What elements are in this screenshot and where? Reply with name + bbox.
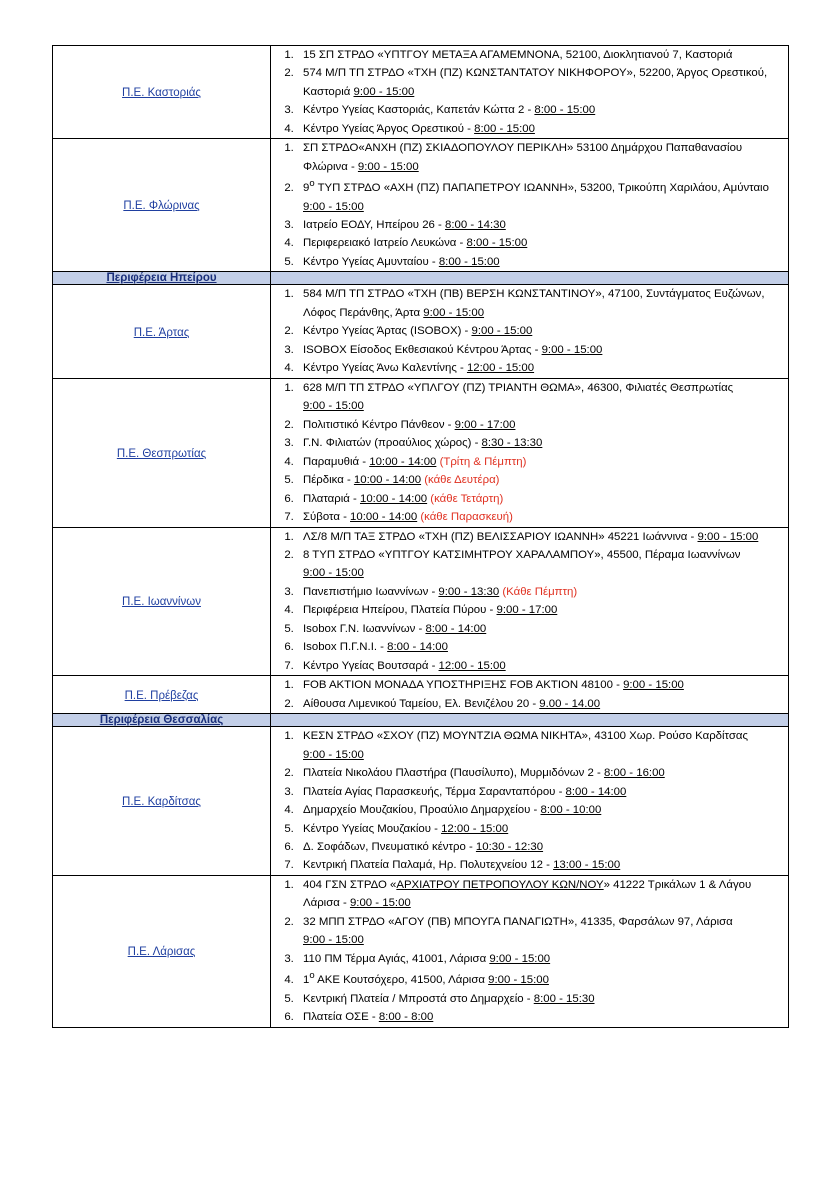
list-item: 3. Ιατρείο ΕΟΔΥ, Ηπείρου 26 - 8:00 - 14:30 [297,216,788,234]
list-item: 3. Πλατεία Αγίας Παρασκευής, Τέρμα Σαρανταπόρου - 8:00 - 14:00 [297,783,788,801]
list-item: 1. FOB AKTION ΜΟΝΑΔΑ ΥΠΟΣΤΗΡΙΞΗΣ FOB AKTION 48100 - 9:00 - 15:00 [297,676,788,694]
list-item: 2. 574 Μ/Π ΤΠ ΣΤΡΔΟ «ΤΧΗ (ΠΖ) ΚΩΝΣΤΑΝΤΑΤΟΥ ΝΙΚΗΦΟΡΟΥ», 52200, Άργος Ορεστικού, Καστοριά 9:00 - 15:00 [297,64,788,101]
list-item: 2. 32 ΜΠΠ ΣΤΡΔΟ «ΑΓΟΥ (ΠΒ) ΜΠΟΥΓΑ ΠΑΝΑΓΙΩΤΗ», 41335, Φαρσάλων 97, Λάρισα 9:00 - 15:00 [297,913,788,950]
region-label[interactable]: Π.Ε. Πρέβεζας [124,689,199,702]
table-row [53,727,789,876]
list-item: 2. Πολιτιστικό Κέντρο Πάνθεον - 9:00 - 17:00 [297,416,788,434]
list-item: 4. Περιφερειακό Ιατρείο Λευκώνα - 8:00 - 15:00 [297,234,788,252]
list-item: 1. 404 ΓΣΝ ΣΤΡΔΟ «ΑΡΧΙΑΤΡΟΥ ΠΕΤΡΟΠΟΥΛΟΥ ΚΩΝ/ΝΟΥ» 41222 Τρικάλων 1 & Λάγου Λάρισα - 9:00 - 15:00 [297,876,788,913]
list-item: 1. 15 ΣΠ ΣΤΡΔΟ «ΥΠΤΓΟΥ ΜΕΤΑΞΑ ΑΓΑΜΕΜΝΟΝΑ, 52100, Διοκλητιανού 7, Καστοριά [297,46,788,64]
list-item: 1. ΚΕΣΝ ΣΤΡΔΟ «ΣΧΟΥ (ΠΖ) ΜΟΥΝΤΖΙΑ ΘΩΜΑ ΝΙΚΗΤΑ», 43100 Χωρ. Ρούσο Καρδίτσας 9:00 - 15:00 [297,727,788,764]
locations-list [271,285,788,377]
list-item: 3. ISOBOX Είσοδος Εκθεσιακού Κέντρου Άρτας - 9:00 - 15:00 [297,341,788,359]
locations-cell [271,527,789,676]
region-cell [53,139,271,272]
locations-list [271,727,788,875]
list-item: 1. 584 Μ/Π ΤΠ ΣΤΡΔΟ «ΤΧΗ (ΠΒ) ΒΕΡΣΗ ΚΩΝΣΤΑΝΤΙΝΟΥ», 47100, Συντάγματος Ευζώνων, Λόφος Περάνθης, Άρτα 9:00 - 15:00 [297,285,788,322]
region-label[interactable]: Π.Ε. Λάρισας [127,946,196,959]
list-item: 2. Αίθουσα Λιμενικού Ταμείου, Ελ. Βενιζέλου 20 - 9.00 - 14.00 [297,695,788,713]
region-label[interactable]: Π.Ε. Θεσπρωτίας [116,447,207,460]
locations-cell [271,378,789,527]
list-item: 4. Παραμυθιά - 10:00 - 14:00 (Τρίτη & Πέμπτη) [297,453,788,471]
locations-cell [271,727,789,876]
section-filler-cell [271,272,789,285]
table-row [53,285,789,378]
region-cell [53,727,271,876]
region-cell [53,378,271,527]
section-title-cell [53,272,271,285]
list-item: 3. Κέντρο Υγείας Καστοριάς, Καπετάν Κώττα 2 - 8:00 - 15:00 [297,101,788,119]
locations-list [271,676,788,713]
table-row [53,139,789,272]
locations-cell [271,139,789,272]
table-row [53,46,789,139]
region-cell [53,46,271,139]
section-row [53,272,789,285]
list-item: 2. Πλατεία Νικολάου Πλαστήρα (Παυσίλυπο), Μυρμιδόνων 2 - 8:00 - 16:00 [297,764,788,782]
list-item: 4. Κέντρο Υγείας Άργος Ορεστικού - 8:00 - 15:00 [297,120,788,138]
list-item: 5. Κεντρική Πλατεία / Μπροστά στο Δημαρχείο - 8:00 - 15:30 [297,990,788,1008]
region-label[interactable]: Π.Ε. Ιωαννίνων [122,596,201,609]
list-item: 3. Γ.Ν. Φιλιατών (προαύλιος χώρος) - 8:30 - 13:30 [297,434,788,452]
locations-list [271,139,788,271]
list-item: 1. 628 Μ/Π ΤΠ ΣΤΡΔΟ «ΥΠΛΓΟΥ (ΠΖ) ΤΡΙΑΝΤΗ ΘΩΜΑ», 46300, Φιλιατές Θεσπρωτίας 9:00 - 15:00 [297,379,788,416]
table-row [53,378,789,527]
list-item: 5. Isobox Γ.Ν. Ιωαννίνων - 8:00 - 14:00 [297,620,788,638]
list-item: 5. Κέντρο Υγείας Αμυνταίου - 8:00 - 15:00 [297,253,788,271]
locations-list [271,379,788,527]
locations-cell [271,285,789,378]
list-item: 4. Περιφέρεια Ηπείρου, Πλατεία Πύρου - 9:00 - 17:00 [297,601,788,619]
locations-cell [271,676,789,714]
list-item: 7. Κέντρο Υγείας Βουτσαρά - 12:00 - 15:00 [297,657,788,675]
locations-list [271,46,788,138]
locations-list [271,876,788,1027]
list-item: 5. Κέντρο Υγείας Μουζακίου - 12:00 - 15:00 [297,820,788,838]
table-row [53,676,789,714]
locations-cell [271,46,789,139]
region-cell [53,527,271,676]
schedule-table [52,45,789,1028]
region-label[interactable]: Π.Ε. Άρτας [133,326,190,339]
list-item: 1. ΛΣ/8 Μ/Π ΤΑΞ ΣΤΡΔΟ «ΤΧΗ (ΠΖ) ΒΕΛΙΣΣΑΡΙΟΥ ΙΩΑΝΝΗ» 45221 Ιωάννινα - 9:00 - 15:00 [297,528,788,546]
list-item: 3. Πανεπιστήμιο Ιωαννίνων - 9:00 - 13:30 (Κάθε Πέμπτη) [297,583,788,601]
locations-cell [271,875,789,1027]
list-item: 6. Πλαταριά - 10:00 - 14:00 (κάθε Τετάρτη) [297,490,788,508]
section-row [53,714,789,727]
table-row [53,527,789,676]
list-item: 2. 8 ΤΥΠ ΣΤΡΔΟ «ΥΠΤΓΟΥ ΚΑΤΣΙΜΗΤΡΟΥ ΧΑΡΑΛΑΜΠΟΥ», 45500, Πέραμα Ιωαννίνων 9:00 - 15:00 [297,546,788,583]
section-title-cell [53,714,271,727]
region-label[interactable]: Π.Ε. Καρδίτσας [122,796,201,809]
list-item: 5. Πέρδικα - 10:00 - 14:00 (κάθε Δευτέρα) [297,471,788,489]
section-title: Περιφέρεια Ηπείρου [106,272,217,285]
region-cell [53,875,271,1027]
list-item: 6. Isobox Π.Γ.Ν.Ι. - 8:00 - 14:00 [297,638,788,656]
list-item: 6. Πλατεία ΟΣΕ - 8:00 - 8:00 [297,1008,788,1026]
list-item: 2. Κέντρο Υγείας Άρτας (ISOBOX) - 9:00 - 15:00 [297,322,788,340]
list-item: 2. $9^o$ ΤΥΠ ΣΤΡΔΟ «ΑΧΗ (ΠΖ) ΠΑΠΑΠΕΤΡΟΥ ΙΩΑΝΝΗ», 53200, Τρικούπη Χαριλάου, Αμύνταιο 9:00 - 15:00 [297,176,788,216]
region-label[interactable]: Π.Ε. Φλώρινας [123,200,200,213]
list-item: 3. 110 ΠΜ Τέρμα Αγιάς, 41001, Λάρισα 9:00 - 15:00 [297,950,788,968]
region-cell [53,285,271,378]
section-title: Περιφέρεια Θεσσαλίας [99,714,224,727]
locations-list [271,528,788,676]
list-item: 7. Σύβοτα - 10:00 - 14:00 (κάθε Παρασκευή) [297,508,788,526]
list-item: 1. ΣΠ ΣΤΡΔΟ«ΑΝΧΗ (ΠΖ) ΣΚΙΑΔΟΠΟΥΛΟΥ ΠΕΡΙΚΛΗ» 53100 Δημάρχου Παπαθανασίου Φλώρινα - 9:00 - 15:00 [297,139,788,176]
list-item: 6. Δ. Σοφάδων, Πνευματικό κέντρο - 10:30 - 12:30 [297,838,788,856]
table-row [53,875,789,1027]
list-item: 4. Δημαρχείο Μουζακίου, Προαύλιο Δημαρχείου - 8:00 - 10:00 [297,801,788,819]
list-item: 4. Κέντρο Υγείας Άνω Καλεντίνης - 12:00 - 15:00 [297,359,788,377]
region-cell [53,676,271,714]
region-label[interactable]: Π.Ε. Καστοριάς [122,87,201,100]
list-item: 7. Κεντρική Πλατεία Παλαμά, Ηρ. Πολυτεχνείου 12 - 13:00 - 15:00 [297,856,788,874]
list-item: 4. $1^o$ ΑΚΕ Κουτσόχερο, 41500, Λάρισα 9:00 - 15:00 [297,968,788,989]
table-body [53,46,789,1028]
section-filler-cell [271,714,789,727]
